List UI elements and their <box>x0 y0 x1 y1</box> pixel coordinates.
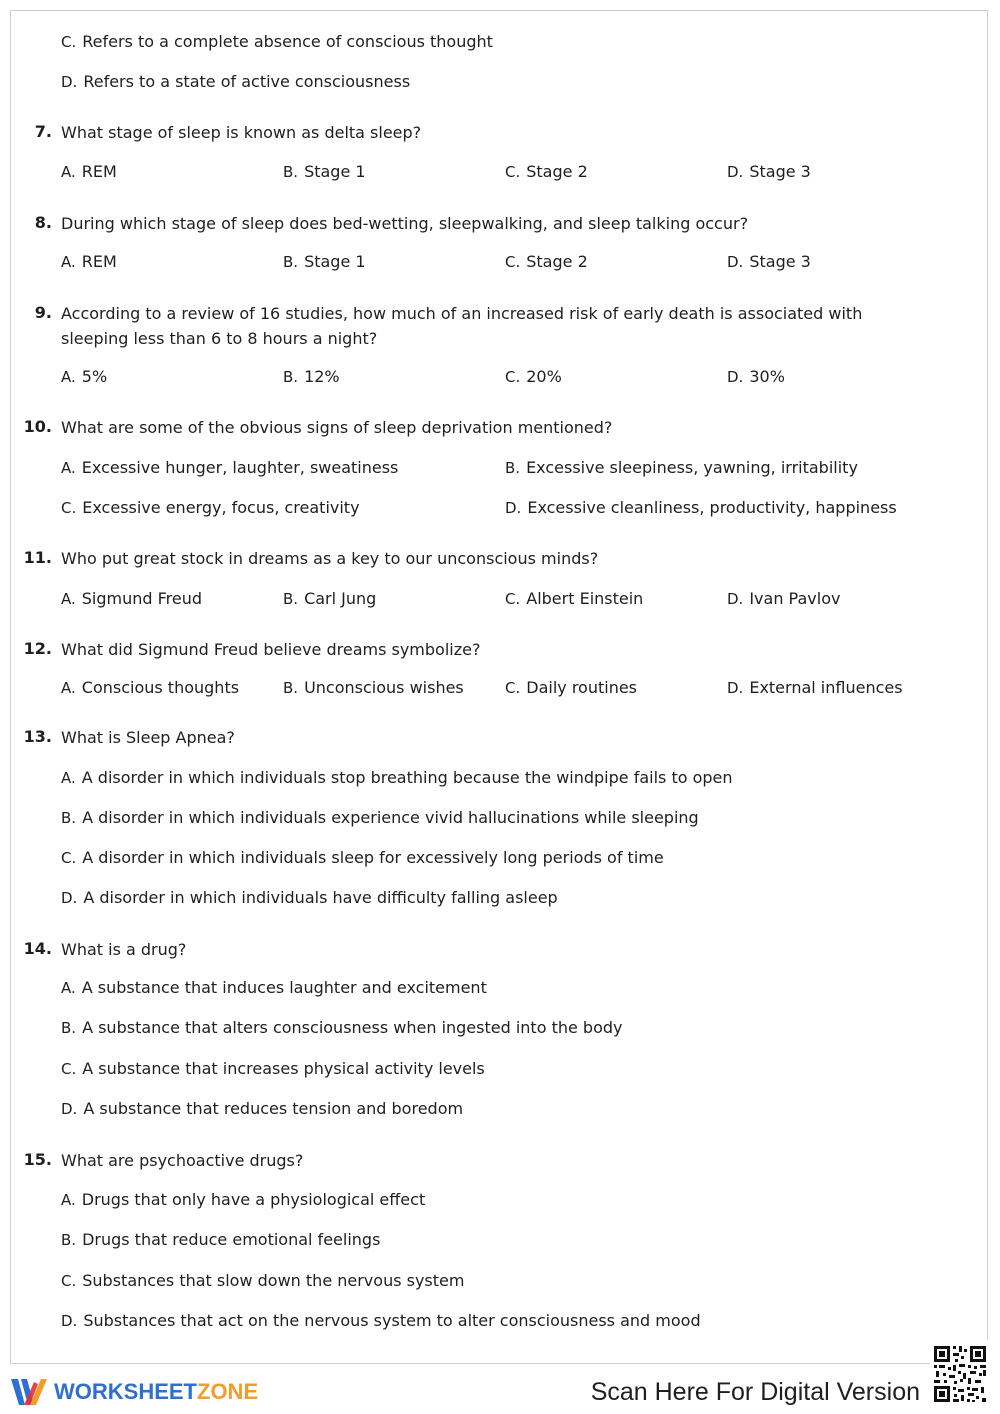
q9-option-b[interactable]: B. 12% <box>283 367 340 386</box>
q11-option-b[interactable]: B. Carl Jung <box>283 589 377 608</box>
q15-option-a[interactable]: A. Drugs that only have a physiological effect <box>61 1190 426 1209</box>
q15-option-c[interactable]: C. Substances that slow down the nervous system <box>61 1271 465 1290</box>
question-number: 15. <box>23 1150 52 1169</box>
question-number: 9. <box>34 303 52 322</box>
qr-code-icon[interactable] <box>930 1340 990 1408</box>
logo-text: WORKSHEETZONE <box>54 1379 259 1404</box>
q14-option-a[interactable]: A. A substance that induces laughter and excitement <box>61 978 487 997</box>
q8-option-a[interactable]: A. REM <box>61 252 117 271</box>
q14-option-b[interactable]: B. A substance that alters consciousness when ingested into the body <box>61 1018 623 1037</box>
question-text: According to a review of 16 studies, how much of an increased risk of early death is associated with sleeping less than 6 to 8 hours a night? <box>61 304 863 348</box>
question-number: 8. <box>34 213 52 232</box>
q9-option-a[interactable]: A. 5% <box>61 367 108 386</box>
q7-option-c[interactable]: C. Stage 2 <box>505 162 588 181</box>
q10-option-a[interactable]: A. Excessive hunger, laughter, sweatiness <box>61 458 399 477</box>
question-number: 7. <box>34 122 52 141</box>
question-text: What is Sleep Apnea? <box>61 728 235 747</box>
q11-option-a[interactable]: A. Sigmund Freud <box>61 589 203 608</box>
question-number: 14. <box>23 939 52 958</box>
q13-option-d[interactable]: D. A disorder in which individuals have difficulty falling asleep <box>61 888 558 907</box>
q13-option-a[interactable]: A. A disorder in which individuals stop breathing because the windpipe fails to open <box>61 768 733 787</box>
q6-option-c[interactable]: C. Refers to a complete absence of conscious thought <box>61 32 493 51</box>
q7-option-a[interactable]: A. REM <box>61 162 117 181</box>
question-text: What stage of sleep is known as delta sleep? <box>61 123 422 142</box>
q8-option-b[interactable]: B. Stage 1 <box>283 252 366 271</box>
q11-option-d[interactable]: D. Ivan Pavlov <box>727 589 841 608</box>
q14-option-d[interactable]: D. A substance that reduces tension and boredom <box>61 1099 464 1118</box>
q9-option-d[interactable]: D. 30% <box>727 367 785 386</box>
q10-option-c[interactable]: C. Excessive energy, focus, creativity <box>61 498 360 517</box>
q15-option-b[interactable]: B. Drugs that reduce emotional feelings <box>61 1230 381 1249</box>
q10-option-d[interactable]: D. Excessive cleanliness, productivity, happiness <box>505 498 897 517</box>
q14-option-c[interactable]: C. A substance that increases physical activity levels <box>61 1059 485 1078</box>
q13-option-c[interactable]: C. A disorder in which individuals sleep for excessively long periods of time <box>61 848 664 867</box>
q7-option-b[interactable]: B. Stage 1 <box>283 162 366 181</box>
q12-option-b[interactable]: B. Unconscious wishes <box>283 678 464 697</box>
question-number: 10. <box>23 417 52 436</box>
q10-option-b[interactable]: B. Excessive sleepiness, yawning, irritability <box>505 458 858 477</box>
question-number: 11. <box>23 548 52 567</box>
q6-option-d[interactable]: D. Refers to a state of active consciousness <box>61 72 411 91</box>
w-logo-icon <box>10 1376 48 1408</box>
question-text: What are psychoactive drugs? <box>61 1151 304 1170</box>
q12-option-c[interactable]: C. Daily routines <box>505 678 638 697</box>
q7-option-d[interactable]: D. Stage 3 <box>727 162 811 181</box>
question-text: Who put great stock in dreams as a key to our unconscious minds? <box>61 549 599 568</box>
question-text: What is a drug? <box>61 940 187 959</box>
scan-caption: Scan Here For Digital Version <box>590 1378 920 1406</box>
q11-option-c[interactable]: C. Albert Einstein <box>505 589 644 608</box>
q12-option-a[interactable]: A. Conscious thoughts <box>61 678 240 697</box>
q13-option-b[interactable]: B. A disorder in which individuals experience vivid hallucinations while sleeping <box>61 808 699 827</box>
question-number: 13. <box>23 727 52 746</box>
question-number: 12. <box>23 639 52 658</box>
worksheetzone-logo[interactable] <box>10 1374 258 1410</box>
question-text: What did Sigmund Freud believe dreams symbolize? <box>61 640 481 659</box>
q9-option-c[interactable]: C. 20% <box>505 367 562 386</box>
q12-option-d[interactable]: D. External influences <box>727 678 903 697</box>
page-footer <box>0 1364 1000 1414</box>
q8-option-c[interactable]: C. Stage 2 <box>505 252 588 271</box>
q8-option-d[interactable]: D. Stage 3 <box>727 252 811 271</box>
question-text: What are some of the obvious signs of sleep deprivation mentioned? <box>61 418 613 437</box>
q15-option-d[interactable]: D. Substances that act on the nervous system to alter consciousness and mood <box>61 1311 701 1330</box>
question-text: During which stage of sleep does bed-wetting, sleepwalking, and sleep talking occur? <box>61 214 749 233</box>
